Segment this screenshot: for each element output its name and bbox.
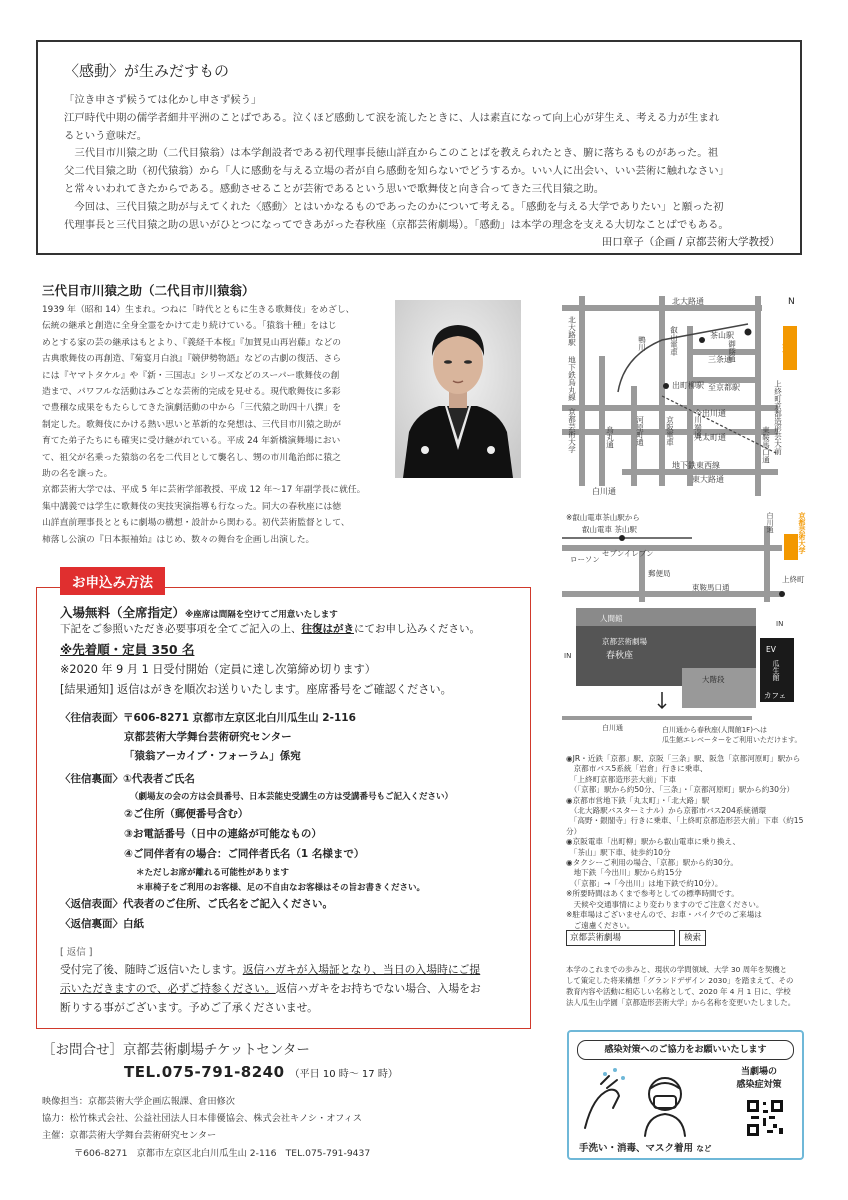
map3-label: 白川通	[602, 724, 623, 732]
intro-signature: 田口章子（企画 / 京都芸術大学教授）	[601, 236, 780, 248]
ofuku-ura-item3-row	[124, 826, 322, 841]
ofuku-omote-3-row	[124, 748, 301, 763]
intro-paragraph: 「泣き申さず候うては化かし申さず候う」	[64, 94, 262, 106]
ofuku-omote-3: 「猿翁アーカイブ・フォーラム」係宛	[124, 750, 301, 762]
henshin-ura-text: 白紙	[123, 918, 144, 930]
map2-label: 郵便局	[648, 569, 671, 578]
map1-street: 三条通	[708, 355, 732, 364]
bio-line: 古典歌舞伎の再創造、『菊宴月白浪』『競伊勢物語』などの古劇の復活、さら	[42, 354, 342, 365]
map3-label: IN	[776, 620, 784, 628]
apply-line1-b: 往復はがき	[301, 623, 354, 635]
map3-label: IN	[564, 652, 572, 660]
henshin-omote-text: 代表者のご住所、ご氏名をご記入ください。	[123, 898, 333, 910]
map2-label: 白川通	[766, 512, 774, 533]
bio-line: 集中講義では学生に歌舞伎の実技実演指導も行なった。同大の春秋座には徳	[42, 501, 342, 512]
north-icon: N	[788, 297, 795, 307]
covid-caption: 手洗い・消毒、マスク着用	[579, 1143, 694, 1154]
rename-note	[566, 964, 806, 1008]
access-line: 京都市バス5系統「岩倉」行きに乗車、	[566, 764, 708, 774]
bio-line: には『ヤマトタケル』や『新・三国志』シリーズなどのスーパー歌舞伎の創	[42, 370, 340, 381]
bio-line: 山詳直前理事長とともに劇場の構想・設計から関わる。初代芸術監督として、	[42, 518, 350, 529]
map2-label: セブンイレブン	[602, 549, 654, 558]
henshin-ura	[60, 916, 144, 931]
map3-label: 人間館	[600, 614, 623, 623]
intro-paragraph: 江戸時代中期の儒学者細井平洲のことばである。泣くほど感動して涙を流したときに、人は素直になって向上心が芽生え、考える力が生まれ	[64, 111, 720, 124]
ofuku-ura	[60, 771, 195, 786]
map1-street: 地下鉄烏丸線	[567, 356, 577, 401]
search-box	[566, 930, 706, 946]
contact-block	[42, 1038, 398, 1081]
contact-tel-row	[124, 1062, 398, 1081]
apply-line1-c: にてお申し込みください。	[354, 623, 480, 635]
map3-label: EV	[766, 645, 776, 654]
map3-label: 白川通から春秋座(人間館1F)へは	[662, 726, 767, 734]
credit-line: 〒606-8271 京都市左京区北白川瓜生山 2-116 TEL.075-791-9437	[74, 1147, 371, 1159]
map1-street: 上終町京都造形芸大前	[773, 380, 783, 455]
map1-street: 河原町通	[635, 416, 645, 446]
map2-label: 上終町	[782, 575, 805, 584]
area-map	[562, 296, 806, 496]
map1-street: 京阪電車	[665, 416, 675, 446]
intro-paragraph: るという意味だ。	[64, 129, 148, 142]
apply-limit-text: ※先着順・定員 350 名	[60, 642, 195, 657]
rename-note-line: 教育内容や活動に相応しい名称として、2020 年 4 月 1 日に、学校	[566, 987, 791, 996]
bio-line: めとする家の芸の継承はもとより、『義経千本桜』『加賀見山再岩藤』などの	[42, 337, 342, 348]
intro-paragraph: と常々いわれてきたからである。感動させることが芸術であるという思いで歌舞伎と向き合ってきた三代目猿之助。	[64, 182, 605, 195]
handwash-mask-icon	[579, 1066, 699, 1138]
map1-street: 鴨川	[637, 336, 647, 351]
access-line: 「高野・銀閣寺」行きに乗車、「上終町京都造形芸大前」下車（約15分）	[566, 816, 804, 836]
access-line: （「京都」→「今出川」は地下鉄で約10分）。	[566, 878, 723, 888]
bio-line: 助の名を譲った。	[42, 469, 113, 480]
ofuku-ura-item4-row	[124, 846, 364, 861]
map1-street: 叡山電車	[669, 326, 679, 356]
map3-label: 瓜生館エレベーターをご利用いただけます。	[662, 736, 802, 744]
station-map	[562, 512, 806, 602]
map3-label: 瓜生館	[772, 660, 780, 681]
bio-text	[42, 302, 386, 548]
ofuku-ura-item2-row	[124, 806, 248, 821]
access-line: （「京都」駅から約50分、「三条」・「京都河原町」駅から約30分）	[566, 785, 795, 795]
reply-1: 受付完了後、随時ご返信いたします。	[60, 963, 243, 976]
apply-line1	[60, 621, 480, 636]
map1-street: 川端通	[693, 416, 703, 439]
map1-street: 至京都駅	[708, 383, 740, 392]
apply-line1-a: 下記をご参照いただき必要事項を全てご記入の上、	[60, 623, 302, 635]
map1-street: 烏丸通	[605, 426, 615, 449]
access-line: ※所要時間はあくまで参考としての標準時間です。	[566, 889, 739, 899]
access-line: 天候や交通事情により変わりますのでご注意ください。	[566, 899, 764, 909]
intro-body	[64, 92, 782, 234]
rename-note-line: して策定した将来構想「グランドデザイン 2030」を踏まえて、その	[566, 976, 794, 985]
apply-free-text: 入場無料（全席指定）	[60, 605, 186, 620]
ofuku-ura-item4-note1: ＊ただしお席が離れる可能性があります	[136, 868, 290, 878]
credit-line: 協力：松竹株式会社、公益社団法人日本俳優協会、株式会社キノシ・オフィス	[42, 1113, 362, 1125]
theater-map	[562, 608, 806, 748]
ofuku-omote-1: 〒606-8271 京都市左京区北白川瓜生山 2-116	[123, 712, 356, 724]
map3-label: 春秋座	[606, 651, 634, 661]
access-line: ご遠慮ください。	[566, 920, 635, 930]
ofuku-ura-item3: ③お電話番号（日中の連絡が可能なもの）	[124, 828, 322, 840]
access-info	[566, 754, 806, 931]
map1-street: 北大路駅	[567, 316, 577, 346]
reply-head: [ 返信 ]	[60, 947, 93, 958]
ofuku-omote-label: 〈往信表面〉	[60, 712, 123, 724]
access-line: ◉JR・近鉄「京都」駅、京阪「三条」駅、阪急「京都河原町」駅から	[566, 754, 801, 763]
access-line: ◉タクシーご利用の場合、「京都」駅から約30分。	[566, 858, 738, 868]
reply-2u: 示いただきますので、必ずご持参ください。	[60, 982, 276, 995]
reply-1u: 返信ハガキが入場証となり、当日の入場時にご提	[242, 963, 481, 976]
intro-paragraph: 今回は、三代目猿之助が与えてくれた〈感動〉とはいかなるものであったのかについて考える。「感動を与える大学でありたい」と願った初	[74, 200, 724, 213]
henshin-omote	[60, 896, 333, 911]
access-line: （北大路駅バスターミナル）から京都市バス204系統循環	[566, 806, 767, 816]
map1-street: 東大路通	[692, 475, 724, 484]
search-input[interactable]: 京都芸術劇場	[566, 930, 675, 946]
access-line: 地下鉄「今出川」駅から約15分	[566, 868, 682, 878]
apply-free-note: ※座席は間隔を空けてご用意いたします	[185, 610, 338, 620]
map1-street: 茶山駅	[710, 331, 734, 340]
bio-line: 柿落し公演の『日本振袖始』はじめ、数々の舞台を企画し出演した。	[42, 534, 315, 545]
credit-line: 映像担当：京都芸術大学企画広報課、倉田修次	[42, 1096, 235, 1107]
map2-label: ※叡山電車茶山駅から	[566, 513, 640, 522]
ofuku-ura-item1: ①代表者ご氏名	[123, 773, 195, 785]
apply-free	[60, 603, 338, 621]
search-button[interactable]: 検索	[679, 930, 706, 946]
ofuku-ura-item4: ④ご同伴者有の場合：ご同伴者氏名（1 名様まで）	[124, 848, 365, 860]
access-line: ◉京都市営地下鉄「丸太町」・「北大路」駅	[566, 795, 710, 805]
intro-box	[36, 40, 802, 255]
reply-line2	[60, 981, 481, 996]
map1-street: 東鞍馬口通	[761, 426, 771, 464]
apply-result: [結果通知] 返信はがきを順次お送りいたします。座席番号をご確認ください。	[60, 683, 452, 696]
bio-line: 1939 年（昭和 14）生まれ。つねに「時代とともに生きる歌舞伎」をめざし、	[42, 305, 355, 315]
henshin-omote-label: 〈返信表面〉	[60, 898, 123, 910]
bio-line: て、祖父が名乗った猿翁の名を二代目として襲名し、甥の市川亀治郎に猿之	[42, 452, 341, 463]
bio-line: 造まで、パワフルな活動はみごとな芸術的完成を見せる。現代歌舞伎に多彩	[42, 387, 341, 398]
credit-line: 主催：京都芸術大学舞台芸術研究センター	[42, 1130, 217, 1142]
ofuku-ura-item4-note2: ＊車椅子をご利用のお客様、足の不自由なお客様はその旨お書きください。	[136, 883, 426, 893]
covid-right2: 感染症対策	[736, 1080, 782, 1090]
rename-note-line: 本学のこれまでの歩みと、現状の学問領域、大学 30 周年を契機と	[566, 965, 788, 974]
ofuku-ura-item1-note: （劇場友の会の方は会員番号、日本芸能史受講生の方は受講番号もご記入ください）	[130, 792, 454, 802]
intro-paragraph: 代理事長と三代目猿之助の思いがひとつになってできあがった春秋座（京都芸術劇場）。「感動」は本学の理念を支える大切なことばでもある。	[64, 218, 729, 231]
access-line: ◉京阪電車「出町柳」駅から叡山電車に乗り換え、	[566, 837, 741, 847]
covid-title: 感染対策へのご協力をお願いいたします	[577, 1040, 794, 1060]
covid-caption-small: など	[696, 1144, 712, 1153]
map1-street: 京都芸術大学	[567, 408, 577, 453]
access-line: ※駐車場はございませんので、お車・バイクでのご来場は	[566, 910, 762, 920]
credits	[42, 1093, 370, 1162]
bio-line: で豊穣な成果をもたらしてきた演劇活動の中から「三代猿之助四十八撰」を	[42, 403, 342, 414]
contact-label: ［お問合せ］京都芸術劇場チケットセンター	[42, 1042, 310, 1058]
bio-line: 育てた弟子たちにも確実に受け継がれている。平成 24 年新橋演舞場におい	[42, 436, 341, 447]
bio-line: 制定した。歌舞伎にかける熱い思いと革新的な発想は、三代目市川猿之助が	[42, 419, 342, 430]
apply-label: お申込み方法	[60, 567, 165, 595]
intro-paragraph: 父二代目猿之助（初代猿翁）から「人に感動を与える立場の者が自ら感動を知らないでどうするか。いい人に出会い、いい芸術に触れなさい」	[64, 165, 729, 178]
contact-tel[interactable]: TEL.075-791-8240	[124, 1063, 285, 1081]
rename-note-line: 法人瓜生山学園「京都造形芸術大学」から名称を変更いたしました。	[566, 998, 796, 1007]
covid-caption-row	[579, 1140, 711, 1154]
map3-label: 京都芸術劇場	[602, 637, 647, 646]
bio-title: 三代目市川猿之助（二代目市川猿翁）	[42, 283, 255, 298]
map2-label: 京都芸術大学	[798, 512, 806, 554]
map1-street: 北大路通	[672, 297, 704, 306]
portrait-photo	[395, 300, 521, 478]
bio-line: 伝統の継承と創造に全身全霊をかけて走り続けている。「猿翁十種」をはじ	[42, 321, 337, 332]
map2-label: 東鞍馬口通	[692, 583, 730, 592]
bio-line: 京都芸術大学では、平成 5 年に芸術学部教授、平成 12 年〜17 年副学長に就任。	[42, 485, 366, 496]
map1-street: 丸太町通	[694, 433, 726, 442]
intro-paragraph: 三代目市川猿之助（二代目猿翁）は本学創設者である初代理事長徳山詳直からこのことばを教えられたとき、腑に落ちるものがあった。祖	[74, 147, 719, 160]
map1-street: 出町柳駅	[672, 381, 704, 390]
reply-2: 返信ハガキをお持ちでない場合、入場をお	[275, 982, 481, 995]
map3-label: カフェ	[764, 691, 787, 700]
ofuku-omote-2-row	[124, 729, 292, 744]
covid-box	[567, 1030, 804, 1160]
covid-right-text	[719, 1066, 799, 1092]
reply-3: 断りする事がございます。予めご了承くださいませ。	[60, 1001, 318, 1014]
map1-street: 御蔭通	[727, 340, 737, 363]
map1-street: 白川通	[592, 487, 616, 496]
reply-line1	[60, 962, 480, 977]
ofuku-ura-item2: ②ご住所（郵便番号含む）	[124, 808, 249, 820]
ofuku-omote-2: 京都芸術大学舞台芸術研究センター	[124, 731, 292, 743]
apply-start: ※2020 年 9 月 1 日受付開始（定員に達し次第締め切ります）	[60, 663, 376, 676]
access-line: 「上終町京都造形芸大前」下車	[566, 774, 677, 784]
map2-label: ローソン	[570, 555, 600, 564]
map1-street: 地下鉄東西線	[672, 461, 720, 470]
apply-limit	[60, 640, 194, 658]
contact-hours: （平日 10 時〜 17 時）	[289, 1069, 398, 1080]
intro-title: 〈感動〉が生みだすもの	[64, 62, 230, 80]
henshin-ura-label: 〈返信裏面〉	[60, 918, 123, 930]
map1-campus: 白川通	[781, 330, 791, 353]
qr-code-icon[interactable]	[745, 1098, 785, 1138]
ofuku-omote	[60, 710, 356, 725]
access-line: 「茶山」駅下車、徒歩約10分	[566, 847, 671, 857]
ofuku-ura-label: 〈往信裏面〉	[60, 773, 123, 785]
map3-label: 大階段	[702, 675, 725, 684]
map1-street: 今出川通	[694, 409, 726, 418]
covid-right1: 当劇場の	[740, 1067, 777, 1077]
map2-label: 叡山電車 茶山駅	[582, 525, 637, 534]
